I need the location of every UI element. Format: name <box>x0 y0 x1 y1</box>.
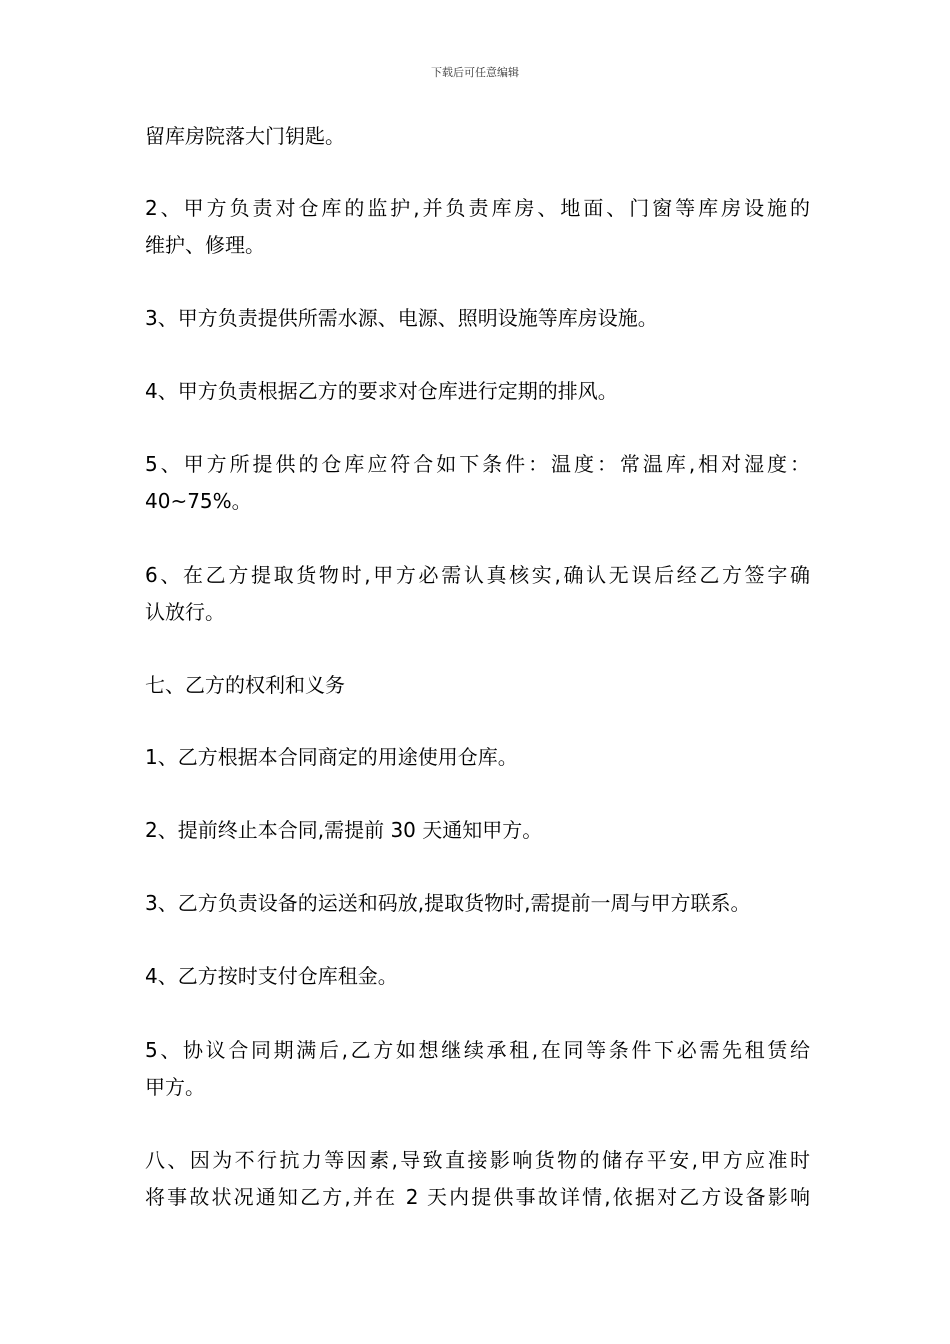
paragraph-line: 4、乙方按时支付仓库租金。 <box>145 964 398 988</box>
paragraph-line: 留库房院落大门钥匙。 <box>145 124 345 148</box>
paragraph-b-1 <box>145 739 810 776</box>
paragraph-line: 甲方。 <box>145 1075 205 1099</box>
paragraph-key-return <box>145 118 810 155</box>
paragraph-b-5 <box>145 1032 810 1106</box>
paragraph-line: 七、乙方的权利和义务 <box>145 673 345 697</box>
paragraph-a-2 <box>145 190 810 264</box>
paragraph-b-4 <box>145 958 810 995</box>
paragraph-line: 3、甲方负责提供所需水源、电源、照明设施等库房设施。 <box>145 306 658 330</box>
paragraph-line: 2、甲方负责对仓库的监护,并负责库房、地面、门窗等库房设施的 <box>145 196 810 220</box>
paragraph-line: 3、乙方负责设备的运送和码放,提取货物时,需提前一周与甲方联系。 <box>145 891 751 915</box>
paragraph-line: 6、在乙方提取货物时,甲方必需认真核实,确认无误后经乙方签字确 <box>145 563 810 587</box>
section-heading-seven <box>145 667 810 704</box>
paragraph-line: 认放行。 <box>145 600 225 624</box>
paragraph-a-3 <box>145 300 810 337</box>
paragraph-a-6 <box>145 557 810 631</box>
paragraph-line: 八、因为不行抗力等因素,导致直接影响货物的储存平安,甲方应准时 <box>145 1148 810 1172</box>
paragraph-a-5 <box>145 446 810 520</box>
paragraph-line: 40~75%。 <box>145 489 252 513</box>
paragraph-b-2 <box>145 812 810 849</box>
page-header: 下载后可任意编辑 <box>431 66 519 79</box>
paragraph-line: 5、甲方所提供的仓库应符合如下条件：温度：常温库,相对湿度： <box>145 452 810 476</box>
paragraph-line: 2、提前终止本合同,需提前 30 天通知甲方。 <box>145 818 543 842</box>
paragraph-line: 维护、修理。 <box>145 233 265 257</box>
paragraph-line: 将事故状况通知乙方,并在 2 天内提供事故详情,依据对乙方设备影响 <box>145 1185 810 1209</box>
paragraph-line: 4、甲方负责根据乙方的要求对仓库进行定期的排风。 <box>145 379 618 403</box>
paragraph-a-4 <box>145 373 810 410</box>
paragraph-line: 1、乙方根据本合同商定的用途使用仓库。 <box>145 745 518 769</box>
section-heading-eight <box>145 1142 810 1216</box>
paragraph-line: 5、协议合同期满后,乙方如想继续承租,在同等条件下必需先租赁给 <box>145 1038 810 1062</box>
paragraph-b-3 <box>145 885 810 922</box>
